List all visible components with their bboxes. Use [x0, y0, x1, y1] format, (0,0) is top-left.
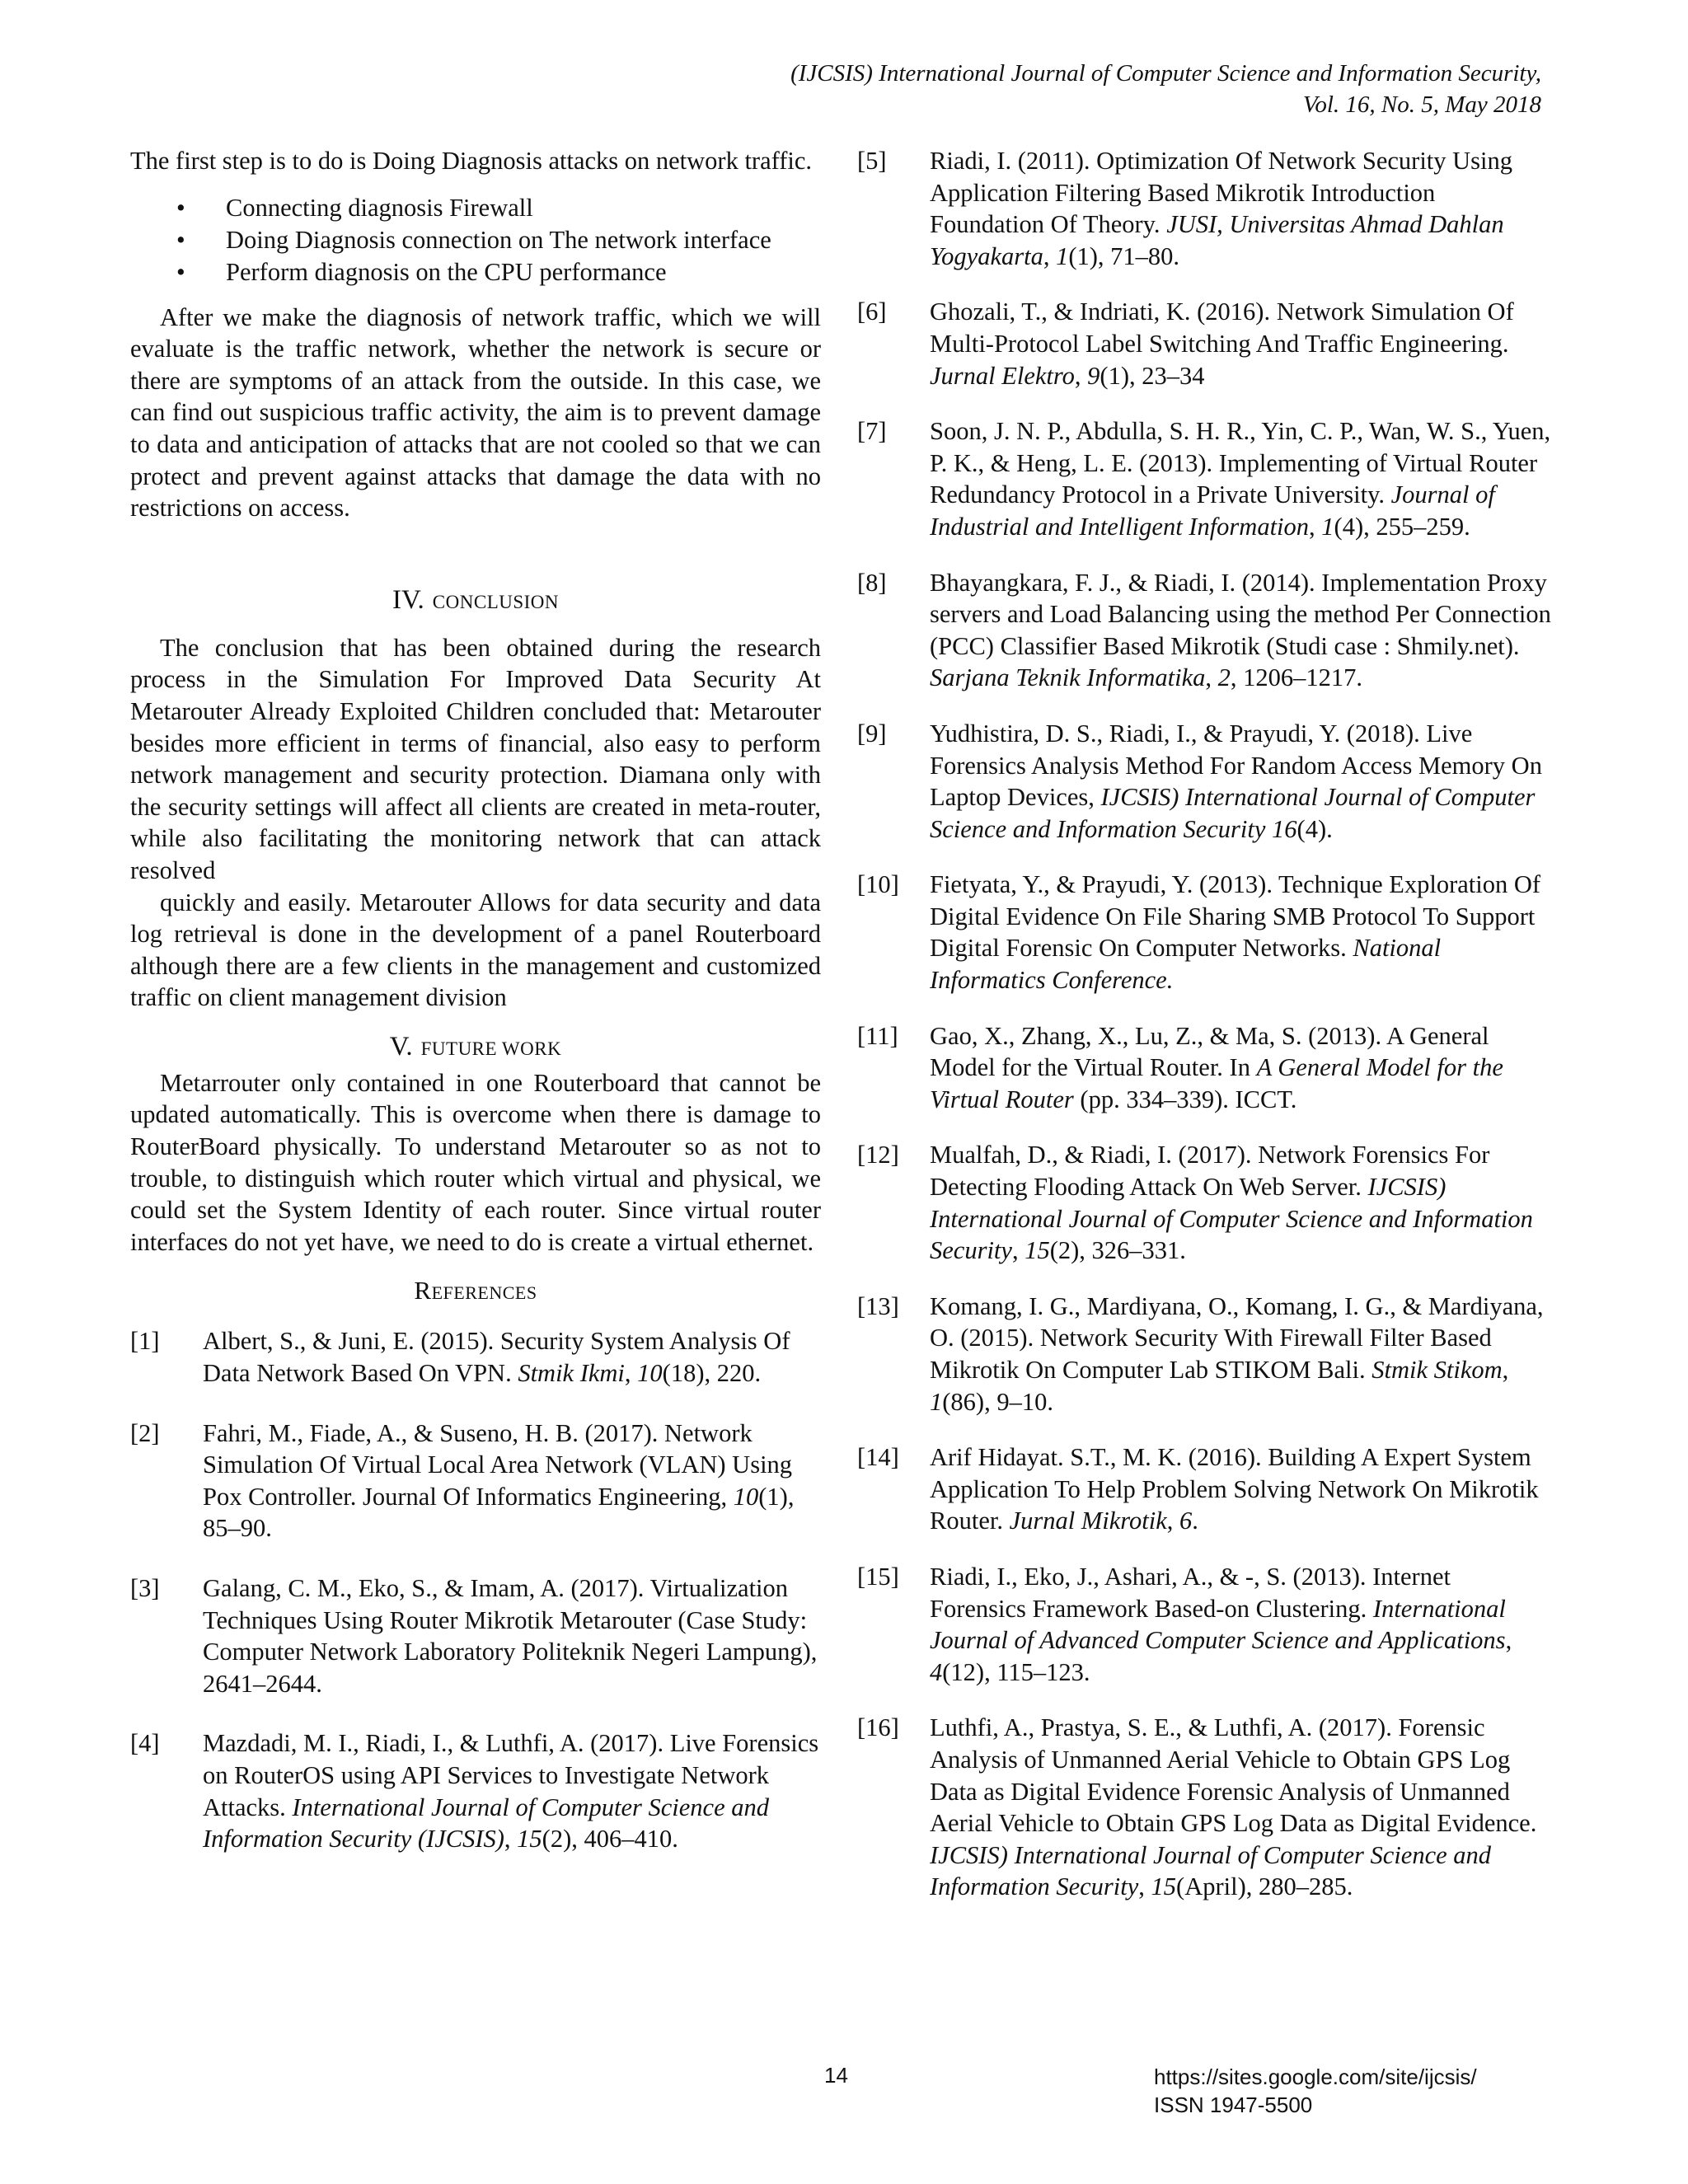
- reference-number: [9]: [857, 719, 887, 748]
- reference-number: [11]: [857, 1021, 898, 1050]
- reference-italic: 15: [1025, 1236, 1050, 1265]
- future-work-paragraph: Metarrouter only contained in one Routerboard that cannot be updated automatically. This is overcome when there is damage to RouterBoard physically. To understand Metarouter so as not to trouble, to distinguish which router which virtual and physical, we could set the System Identity of each router. Since virtual router interfaces do not yet have, we need to do is create a virtual ethernet.: [130, 1068, 821, 1256]
- references-list-left: [130, 1325, 821, 1854]
- reference-text: (2), 406–410.: [542, 1825, 678, 1854]
- reference-item: [857, 718, 1551, 845]
- reference-text: .: [1192, 1507, 1198, 1535]
- reference-item: [130, 1727, 821, 1854]
- reference-text: Mazdadi, M. I., Riadi, I., & Luthfi, A. (2017). Live Forensics on RouterOS using API Services to Investigate Network Attacks.: [203, 1729, 819, 1821]
- reference-text: Yudhistira, D. S., Riadi, I., & Prayudi, Y. (2018). Live Forensics Analysis Method For Random Access Memory On Laptop Devices,: [930, 719, 1542, 812]
- reference-text: Arif Hidayat. S.T., M. K. (2016). Building A Expert System Application To Help Problem Solving Network On Mikrotik Router.: [930, 1443, 1539, 1535]
- reference-item: [857, 1020, 1551, 1116]
- reference-text: ,: [1166, 1507, 1179, 1535]
- reference-number: [2]: [130, 1418, 160, 1447]
- reference-item: [857, 1561, 1551, 1688]
- reference-number: [16]: [857, 1713, 899, 1742]
- reference-item: [857, 296, 1551, 391]
- reference-text: Soon, J. N. P., Abdulla, S. H. R., Yin, C. P., Wan, W. S., Yuen, P. K., & Heng, L. E. (2013). Implementing of Virtual Router Redundancy Protocol in a Private University.: [930, 417, 1551, 509]
- reference-text: Mualfah, D., & Riadi, I. (2017). Network Forensics For Detecting Flooding Attack On Web Server.: [930, 1141, 1490, 1202]
- reference-text: Albert, S., & Juni, E. (2015). Security System Analysis Of Data Network Based On VPN.: [203, 1327, 790, 1388]
- reference-italic: IJCSIS) International Journal of Computer Science and Information Security: [930, 1173, 1533, 1265]
- reference-number: [14]: [857, 1443, 899, 1472]
- reference-text: (18), 220.: [662, 1359, 762, 1388]
- reference-number: [7]: [857, 417, 887, 446]
- footer-issn: ISSN 1947-5500: [1154, 2093, 1313, 2117]
- section-heading-conclusion: IV. CONCLUSION: [392, 584, 560, 615]
- diagnosis-bullet-list: [130, 192, 821, 288]
- section-heading-future-work: V. FUTURE WORK: [389, 1031, 562, 1062]
- reference-number: [15]: [857, 1562, 899, 1591]
- reference-text: (2), 326–331.: [1049, 1236, 1186, 1265]
- reference-italic: 10: [637, 1359, 663, 1388]
- reference-text: Gao, X., Zhang, X., Lu, Z., & Ma, S. (2013). A General Model for the Virtual Router. In: [930, 1021, 1489, 1082]
- reference-number: [1]: [130, 1327, 160, 1356]
- reference-text: Fahri, M., Fiade, A., & Suseno, H. B. (2017). Network Simulation Of Virtual Local Area Network (VLAN) Using Pox Controller. Journal Of Informatics Engineering,: [203, 1418, 793, 1511]
- reference-number: [12]: [857, 1141, 899, 1169]
- bullet-icon: •: [176, 257, 185, 286]
- reference-item: [130, 1418, 821, 1544]
- reference-text: (pp. 334–339). ICCT.: [1073, 1085, 1297, 1113]
- right-column: [857, 145, 1551, 1903]
- reference-text: Luthfi, A., Prastya, S. E., & Luthfi, A. (2017). Forensic Analysis of Unmanned Aerial Vehicle to Obtain GPS Log Data as Digital Evidence Forensic Analysis of Unmanned Aerial Vehicle to Obtain GPS Log Data as Digital Evidence.: [930, 1713, 1537, 1838]
- reference-text: (1), 85–90.: [203, 1482, 795, 1543]
- page-number: 14: [824, 2063, 848, 2088]
- reference-number: [4]: [130, 1729, 160, 1758]
- reference-italic: 1: [1321, 512, 1334, 541]
- reference-text: Riadi, I. (2011). Optimization Of Network Security Using Application Filtering Based Mikrotik Introduction Foundation Of Theory.: [930, 147, 1513, 239]
- reference-item: [130, 1572, 821, 1699]
- reference-text: , 1206–1217.: [1230, 663, 1362, 692]
- reference-text: (12), 115–123.: [942, 1657, 1090, 1686]
- reference-text: ,: [1505, 1626, 1512, 1655]
- reference-item: [857, 869, 1551, 996]
- reference-text: ,: [1205, 663, 1218, 692]
- reference-italic: JUSI, Universitas Ahmad Dahlan Yogyakarta: [930, 210, 1504, 270]
- footer-info: [1154, 2063, 1477, 2119]
- reference-text: Galang, C. M., Eko, S., & Imam, A. (2017). Virtualization Techniques Using Router Mikrotik Metarouter (Case Study: Computer Network Laboratory Politeknik Negeri Lampung), 2641–2644.: [203, 1574, 818, 1698]
- bullet-icon: •: [176, 193, 185, 222]
- reference-item: [130, 1325, 821, 1389]
- reference-text: (4).: [1296, 814, 1333, 843]
- reference-number: [3]: [130, 1574, 160, 1602]
- reference-number: [8]: [857, 568, 887, 597]
- reference-text: Komang, I. G., Mardiyana, O., Komang, I. G., & Mardiyana, O. (2015). Network Security With Firewall Filter Based Mikrotik On Computer Lab STIKOM Bali.: [930, 1291, 1544, 1384]
- reference-italic: National Informatics Conference.: [930, 934, 1442, 995]
- reference-item: [857, 1139, 1551, 1266]
- reference-text: (1), 71–80.: [1068, 241, 1180, 270]
- reference-italic: IJCSIS) International Journal of Computer Science and Information Security 16: [930, 783, 1536, 843]
- reference-text: ,: [504, 1825, 518, 1854]
- reference-italic: International Journal of Advanced Computer Science and Applications: [930, 1594, 1506, 1655]
- reference-italic: Stmik Stikom: [1372, 1356, 1503, 1384]
- reference-italic: International Journal of Computer Science and Information Security (IJCSIS): [203, 1793, 769, 1854]
- reference-text: ,: [1011, 1236, 1025, 1265]
- reference-italic: Jurnal Mikrotik: [1009, 1507, 1167, 1535]
- reference-italic: 15: [517, 1825, 542, 1854]
- bullet-item: • Connecting diagnosis Firewall: [226, 192, 821, 224]
- reference-item: [857, 415, 1551, 542]
- reference-text: ,: [624, 1359, 638, 1388]
- journal-header: [387, 58, 1541, 120]
- left-column: [130, 145, 821, 1855]
- journal-header-line2: Vol. 16, No. 5, May 2018: [1302, 91, 1541, 118]
- reference-item: [857, 567, 1551, 694]
- reference-text: ,: [1309, 512, 1322, 541]
- reference-italic: Jurnal Elektro: [930, 361, 1075, 390]
- reference-italic: 6: [1179, 1507, 1193, 1535]
- reference-text: Riadi, I., Eko, J., Ashari, A., & -, S. (2013). Internet Forensics Framework Based-on Clustering.: [930, 1562, 1451, 1623]
- reference-text: (April), 280–285.: [1176, 1872, 1353, 1901]
- bullet-icon: •: [176, 225, 185, 254]
- reference-item: [857, 145, 1551, 272]
- reference-italic: 1: [930, 1387, 943, 1416]
- bullet-item: • Perform diagnosis on the CPU performance: [226, 256, 821, 288]
- reference-text: ,: [1502, 1356, 1509, 1384]
- journal-header-line1: (IJCSIS) International Journal of Computer Science and Information Security,: [790, 60, 1541, 87]
- reference-italic: 2: [1217, 663, 1231, 692]
- reference-italic: 10: [733, 1482, 759, 1511]
- reference-item: [857, 1712, 1551, 1903]
- reference-italic: 9: [1087, 361, 1100, 390]
- reference-number: [10]: [857, 870, 899, 899]
- reference-text: Fietyata, Y., & Prayudi, Y. (2013). Technique Exploration Of Digital Evidence On File Sharing SMB Protocol To Support Digital Forensic On Computer Networks.: [930, 870, 1541, 963]
- reference-italic: 1: [1056, 241, 1069, 270]
- diagnosis-paragraph: After we make the diagnosis of network traffic, which we will evaluate is the traffic network, whether the network is secure or there are symptoms of an attack from the outside. In this case, we can find out suspicious traffic activity, the aim is to prevent damage to data and anticipation of attacks that are not cooled so that we can protect and prevent against attacks that damage the data with no restrictions on access.: [130, 302, 821, 523]
- reference-number: [6]: [857, 298, 887, 326]
- reference-item: [857, 1291, 1551, 1418]
- reference-text: (4), 255–259.: [1334, 512, 1470, 541]
- reference-italic: 15: [1151, 1872, 1177, 1901]
- reference-item: [857, 1441, 1551, 1537]
- references-list-right: [857, 145, 1551, 1903]
- conclusion-paragraph: The conclusion that has been obtained during the research process in the Simulation For Improved Data Security At Metarouter Already Exploited Children concluded that: Metarouter besides more efficient in terms of financial, also easy to perform network management and security protection. Diamana only with the security settings will affect all clients are created in meta-router, while also facilitating the monitoring network that can attack resolved: [130, 633, 821, 884]
- reference-text: ,: [1074, 361, 1088, 390]
- reference-text: (1), 23–34: [1100, 361, 1205, 390]
- reference-text: Ghozali, T., & Indriati, K. (2016). Network Simulation Of Multi-Protocol Label Switching And Traffic Engineering.: [930, 298, 1514, 358]
- reference-text: (86), 9–10.: [942, 1387, 1053, 1416]
- reference-italic: Journal of Industrial and Intelligent Information: [930, 480, 1495, 541]
- reference-italic: Stmik Ikmi: [518, 1359, 625, 1388]
- reference-number: [13]: [857, 1291, 899, 1320]
- reference-italic: Sarjana Teknik Informatika: [930, 663, 1206, 692]
- conclusion-paragraph-continued: quickly and easily. Metarouter Allows for data security and data log retrieval is done in the development of a panel Routerboard although there are a few clients in the management and customized traffic on client management division: [130, 888, 821, 1012]
- bullet-item: • Doing Diagnosis connection on The network interface: [226, 224, 821, 256]
- reference-text: ,: [1138, 1872, 1151, 1901]
- reference-italic: A General Model for the Virtual Router: [930, 1053, 1503, 1113]
- references-heading: References: [414, 1276, 537, 1305]
- reference-text: ,: [1043, 241, 1057, 270]
- reference-text: Bhayangkara, F. J., & Riadi, I. (2014). Implementation Proxy servers and Load Balancing using the method Per Connection (PCC) Classifier Based Mikrotik (Studi case : Shmily.net).: [930, 568, 1551, 660]
- reference-number: [5]: [857, 147, 887, 175]
- intro-paragraph: The first step is to do is Doing Diagnosis attacks on network traffic.: [130, 147, 813, 175]
- reference-italic: 4: [930, 1657, 943, 1686]
- reference-italic: IJCSIS) International Journal of Computer Science and Information Security: [930, 1840, 1492, 1901]
- footer-url: https://sites.google.com/site/ijcsis/: [1154, 2064, 1477, 2089]
